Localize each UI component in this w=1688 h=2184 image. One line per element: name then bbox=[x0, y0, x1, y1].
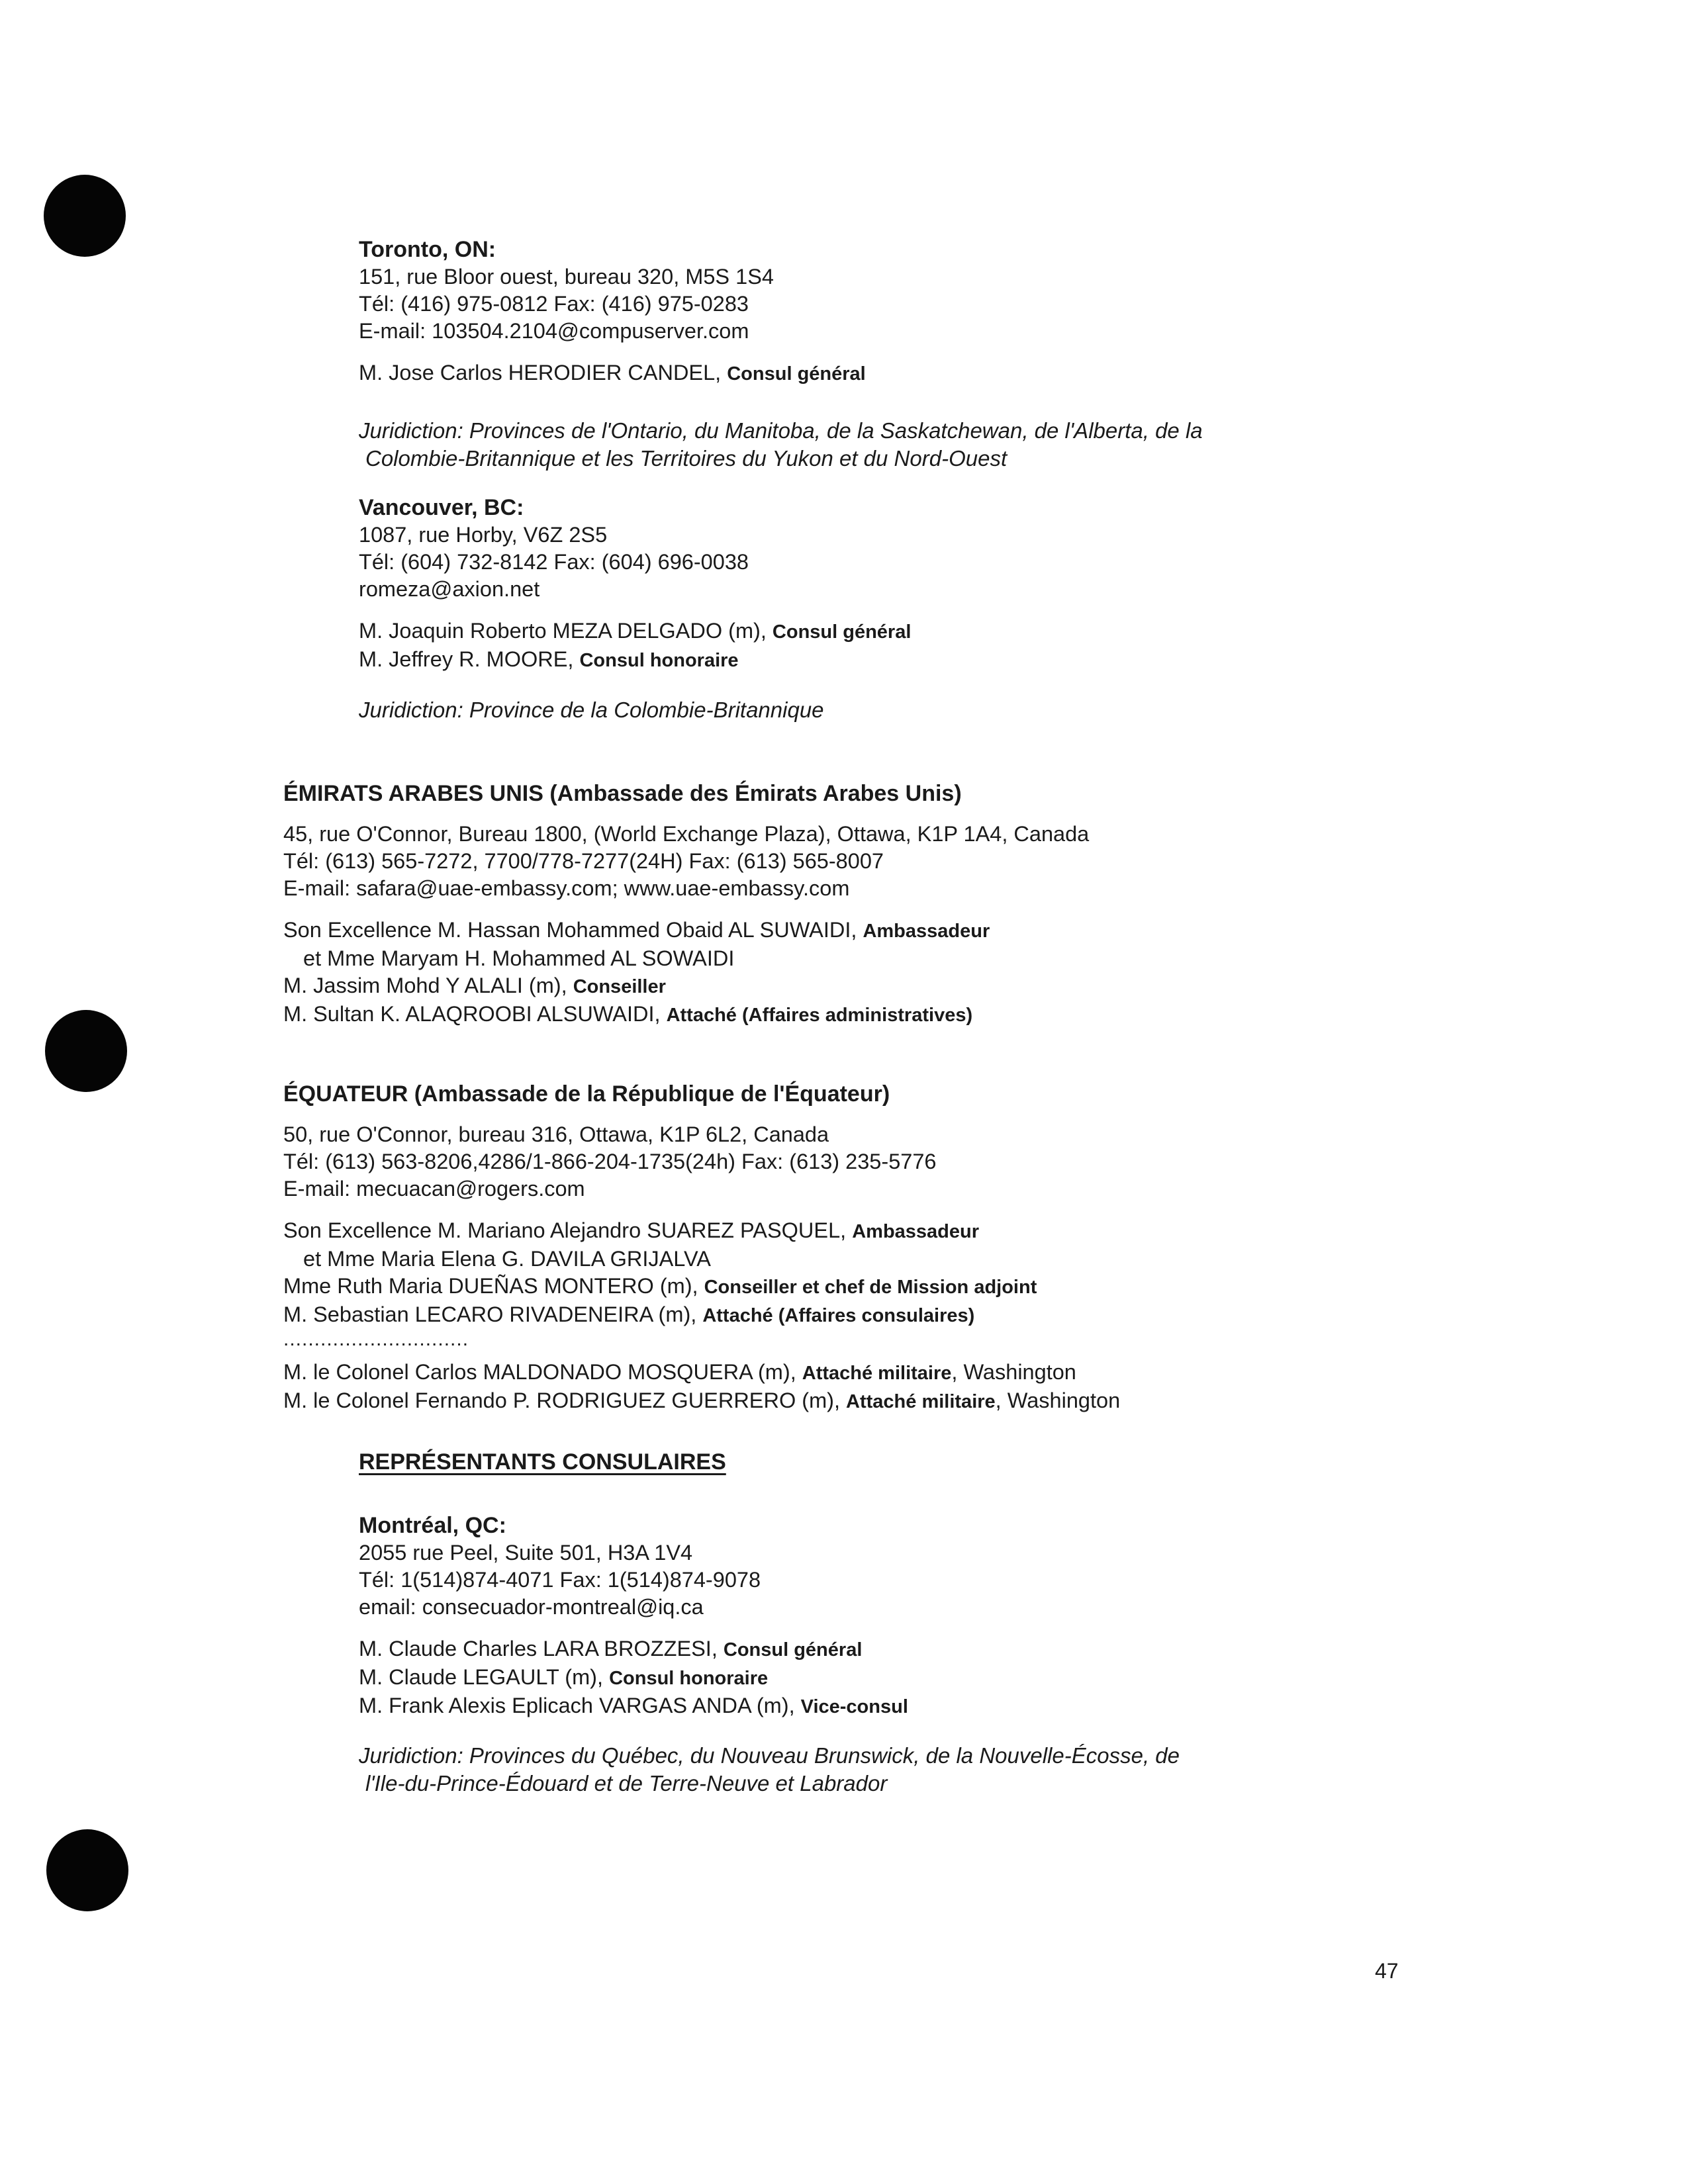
uae-embassy bbox=[283, 780, 1089, 1029]
email: E-mail: 103504.2104@compuserver.com bbox=[359, 319, 749, 343]
country-title: ÉMIRATS ARABES UNIS (Ambassade des Émirats Arabes Unis) bbox=[283, 781, 962, 806]
section-heading: Toronto, ON: bbox=[359, 237, 496, 262]
official bbox=[359, 646, 911, 674]
binder-hole bbox=[45, 1010, 127, 1092]
official-name: M. Jeffrey R. MOORE, bbox=[359, 647, 580, 671]
official bbox=[283, 1217, 1120, 1246]
official-location: , Washington bbox=[995, 1388, 1121, 1412]
separator-dots: .............................. bbox=[283, 1328, 469, 1350]
official bbox=[359, 1664, 1180, 1692]
official-title: Attaché (Affaires consulaires) bbox=[702, 1305, 975, 1326]
jurisdiction: Colombie-Britannique et les Territoires du Yukon et du Nord-Ouest bbox=[365, 446, 1008, 471]
ecuador-embassy bbox=[283, 1080, 1120, 1416]
official bbox=[359, 1635, 1180, 1664]
official bbox=[283, 1246, 1120, 1273]
email: email: consecuador-montreal@iq.ca bbox=[359, 1595, 704, 1619]
official-title: Conseiller et chef de Mission adjoint bbox=[704, 1277, 1037, 1298]
official bbox=[359, 617, 911, 646]
official-title: Attaché militaire bbox=[802, 1363, 952, 1384]
official-title: Ambassadeur bbox=[863, 921, 990, 942]
official-name: Son Excellence M. Mariano Alejandro SUAREZ PASQUEL, bbox=[283, 1218, 853, 1242]
official-title: Attaché militaire bbox=[846, 1391, 996, 1412]
official-title: Conseiller bbox=[573, 976, 666, 997]
official-name: M. Frank Alexis Eplicach VARGAS ANDA (m), bbox=[359, 1694, 801, 1717]
phone-fax: Tél: (613) 565-7272, 7700/778-7277(24H) Fax: (613) 565-8007 bbox=[283, 849, 884, 873]
official-location: , Washington bbox=[951, 1360, 1076, 1384]
official-name: M. Jassim Mohd Y ALALI (m), bbox=[283, 974, 573, 997]
official-name: Mme Ruth Maria DUEÑAS MONTERO (m), bbox=[283, 1274, 704, 1298]
official-name: et Mme Maryam H. Mohammed AL SOWAIDI bbox=[303, 946, 735, 970]
official-name: M. le Colonel Carlos MALDONADO MOSQUERA (m), bbox=[283, 1360, 802, 1384]
jurisdiction: Juridiction: Province de la Colombie-Britannique bbox=[359, 698, 824, 722]
official bbox=[283, 1301, 1120, 1330]
official-title: Attaché (Affaires administratives) bbox=[666, 1005, 973, 1026]
official-name: M. Claude LEGAULT (m), bbox=[359, 1665, 610, 1689]
address: 45, rue O'Connor, Bureau 1800, (World Exchange Plaza), Ottawa, K1P 1A4, Canada bbox=[283, 822, 1090, 846]
official bbox=[283, 917, 1089, 945]
email: E-mail: safara@uae-embassy.com; www.uae-embassy.com bbox=[283, 876, 850, 900]
official-title: Vice-consul bbox=[800, 1696, 908, 1717]
military-attache bbox=[283, 1359, 1120, 1387]
official-name: M. Jose Carlos HERODIER CANDEL, bbox=[359, 361, 727, 385]
military-attache bbox=[283, 1387, 1120, 1416]
official bbox=[283, 1273, 1120, 1301]
official-name: M. le Colonel Fernando P. RODRIGUEZ GUERRERO (m), bbox=[283, 1388, 847, 1412]
official-title: Consul honoraire bbox=[579, 650, 739, 671]
section-heading: Vancouver, BC: bbox=[359, 495, 524, 520]
official-name: et Mme Maria Elena G. DAVILA GRIJALVA bbox=[303, 1247, 711, 1271]
phone-fax: Tél: (604) 732-8142 Fax: (604) 696-0038 bbox=[359, 550, 749, 574]
official-title: Consul honoraire bbox=[609, 1668, 769, 1689]
phone-fax: Tél: (613) 563-8206,4286/1-866-204-1735(24h) Fax: (613) 235-5776 bbox=[283, 1150, 937, 1173]
official-name: M. Sebastian LECARO RIVADENEIRA (m), bbox=[283, 1302, 703, 1326]
binder-hole bbox=[46, 1829, 128, 1911]
address: 151, rue Bloor ouest, bureau 320, M5S 1S4 bbox=[359, 265, 774, 289]
official-name: M. Claude Charles LARA BROZZESI, bbox=[359, 1637, 724, 1661]
email: romeza@axion.net bbox=[359, 577, 540, 601]
official-name: Son Excellence M. Hassan Mohammed Obaid AL SUWAIDI, bbox=[283, 918, 863, 942]
jurisdiction: Juridiction: Provinces du Québec, du Nouveau Brunswick, de la Nouvelle-Écosse, de bbox=[359, 1743, 1180, 1768]
address: 1087, rue Horby, V6Z 2S5 bbox=[359, 523, 608, 547]
official-title: Consul général bbox=[772, 621, 912, 643]
official bbox=[283, 945, 1089, 972]
phone-fax: Tél: (416) 975-0812 Fax: (416) 975-0283 bbox=[359, 292, 749, 316]
phone-fax: Tél: 1(514)874-4071 Fax: 1(514)874-9078 bbox=[359, 1568, 761, 1592]
jurisdiction: Juridiction: Provinces de l'Ontario, du Manitoba, de la Saskatchewan, de l'Alberta, de la bbox=[359, 418, 1203, 443]
official bbox=[283, 1001, 1089, 1029]
country-title: ÉQUATEUR (Ambassade de la République de l'Équateur) bbox=[283, 1081, 890, 1107]
consular-representatives-heading: REPRÉSENTANTS CONSULAIRES bbox=[359, 1449, 726, 1475]
official-title: Ambassadeur bbox=[852, 1221, 980, 1242]
official bbox=[359, 359, 1203, 388]
vancouver-consulate bbox=[359, 494, 911, 724]
official-title: Consul général bbox=[727, 363, 866, 385]
jurisdiction: l'Ile-du-Prince-Édouard et de Terre-Neuve et Labrador bbox=[365, 1771, 888, 1796]
official-name: M. Sultan K. ALAQROOBI ALSUWAIDI, bbox=[283, 1002, 667, 1026]
binder-hole bbox=[44, 175, 126, 257]
official bbox=[283, 972, 1089, 1001]
page-number: 47 bbox=[1375, 1959, 1399, 1983]
official-title: Consul général bbox=[723, 1639, 863, 1661]
address: 50, rue O'Connor, bureau 316, Ottawa, K1P 6L2, Canada bbox=[283, 1122, 829, 1146]
montreal-consulate bbox=[359, 1512, 1180, 1797]
official bbox=[359, 1692, 1180, 1721]
address: 2055 rue Peel, Suite 501, H3A 1V4 bbox=[359, 1541, 693, 1565]
toronto-consulate bbox=[359, 236, 1203, 473]
section-heading: Montréal, QC: bbox=[359, 1513, 506, 1538]
official-name: M. Joaquin Roberto MEZA DELGADO (m), bbox=[359, 619, 773, 643]
email: E-mail: mecuacan@rogers.com bbox=[283, 1177, 585, 1201]
